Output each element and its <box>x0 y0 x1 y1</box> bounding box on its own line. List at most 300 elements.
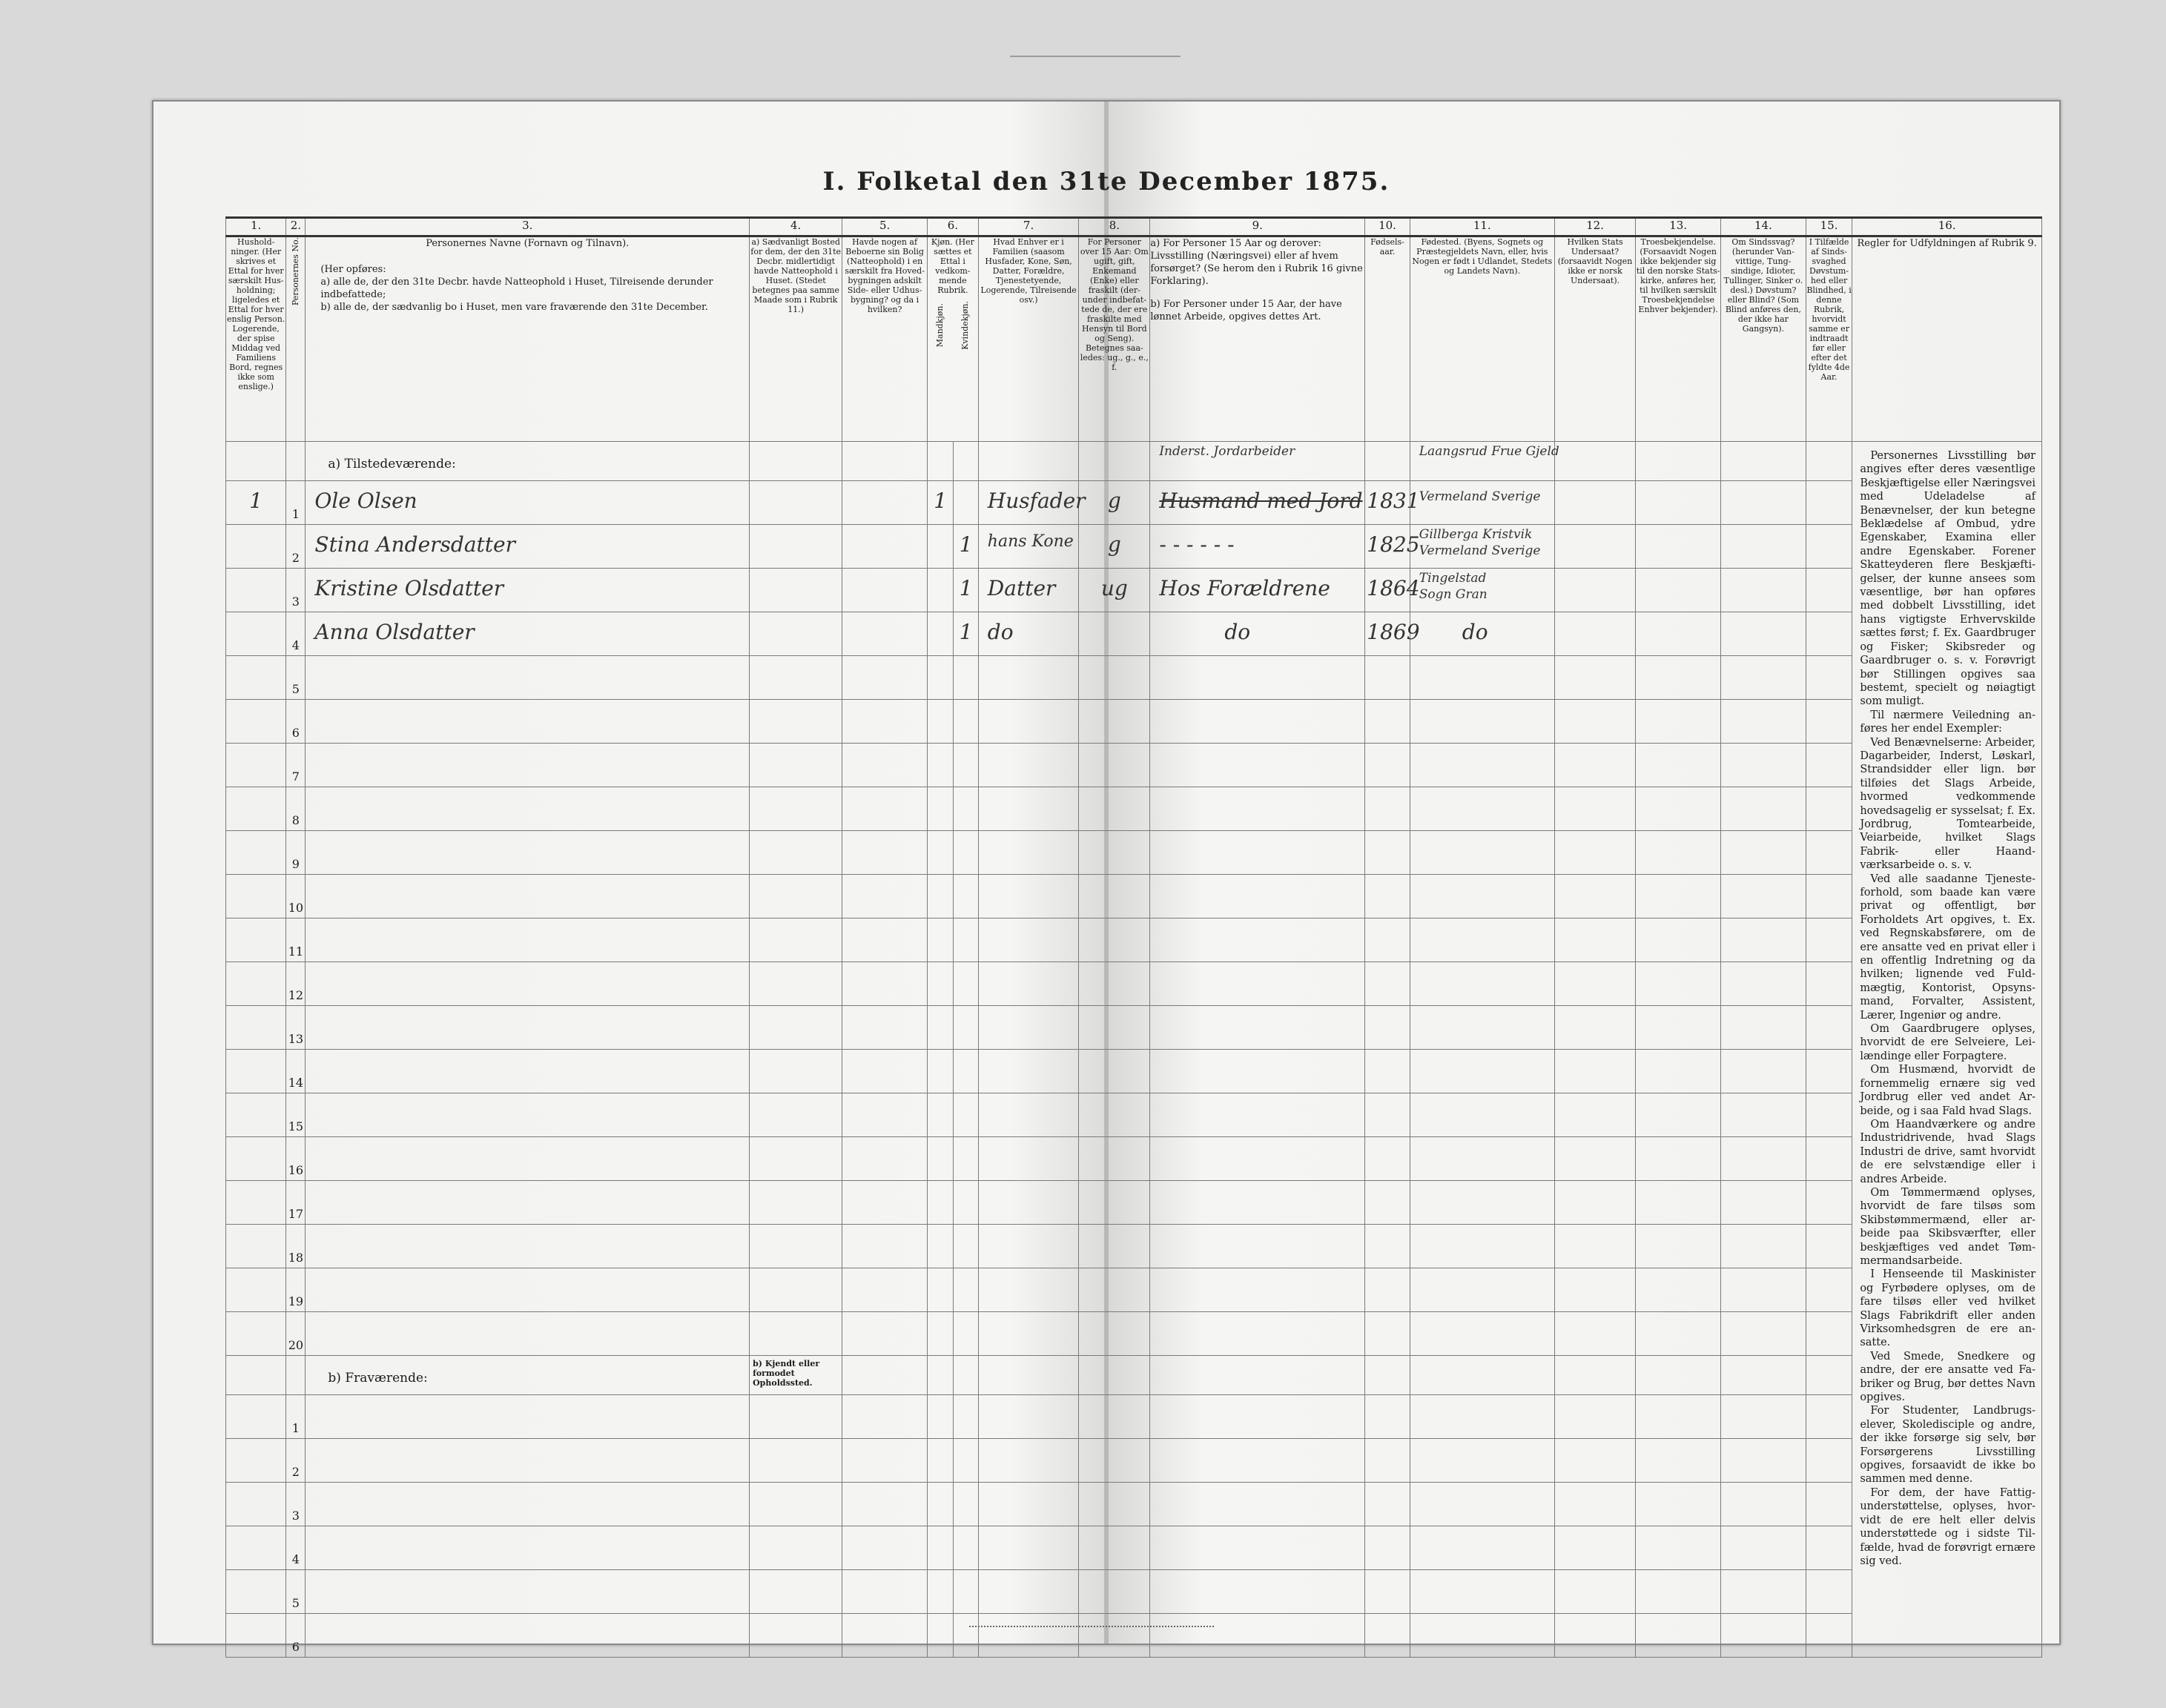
cell <box>306 1483 750 1526</box>
cell <box>1806 1312 1852 1356</box>
colnum-15: 15. <box>1806 218 1852 236</box>
family-cell <box>978 569 1079 612</box>
sex-female: 1 <box>959 620 973 644</box>
cell <box>750 656 842 700</box>
cell <box>954 1225 978 1268</box>
sex-male <box>928 525 953 532</box>
header-usual-residence: a) Sædvanligt Bosted for dem, der den 31te Decbr. midlertidigt havde Natteophold i Huset. (Stedet betegnes paa samme Maade som i Rubrik 11.) <box>750 236 842 442</box>
household-count: 1 <box>249 489 263 513</box>
colnum-5: 5. <box>842 218 928 236</box>
cell <box>1554 1006 1636 1050</box>
family-role: hans Kone <box>987 532 1074 551</box>
cell <box>750 1570 842 1614</box>
cell <box>1150 656 1365 700</box>
cell <box>1721 442 1806 481</box>
table-row <box>226 700 2042 744</box>
cell <box>226 744 286 787</box>
cell <box>1079 875 1150 918</box>
cell <box>1554 1137 1636 1181</box>
cell <box>954 1006 978 1050</box>
occupation-cell <box>1150 481 1365 525</box>
cell <box>1365 1356 1410 1395</box>
rules-paragraph: Om Haandværkere og andre Industridrivende, hvad Slags Industri de drive, samt hvorvidt de ere selvstændige eller i andres Arbeide. <box>1860 1118 2035 1185</box>
cell <box>842 1181 928 1225</box>
cell <box>1365 918 1410 962</box>
cell <box>226 1439 286 1483</box>
birth-year: 1864 <box>1367 576 1420 600</box>
header-citizenship: Hvilken Stats Undersaat? (forsaavidt Nogen ikke er norsk Undersaat). <box>1554 236 1636 442</box>
cell <box>1410 1356 1554 1395</box>
cell <box>1365 1137 1410 1181</box>
cell <box>1806 612 1852 656</box>
cell <box>1721 569 1806 612</box>
colnum-14: 14. <box>1721 218 1806 236</box>
colnum-9: 9. <box>1150 218 1365 236</box>
sex-m-cell <box>927 525 953 569</box>
cell <box>1365 787 1410 831</box>
cell <box>750 1137 842 1181</box>
cell <box>286 1356 306 1395</box>
family-role: do <box>987 620 1014 644</box>
row-number: 3 <box>286 569 306 612</box>
cell <box>1365 1614 1410 1658</box>
section-present-cell <box>306 442 750 481</box>
cell <box>1806 442 1852 481</box>
cell <box>306 1268 750 1312</box>
person-name: Stina Andersdatter <box>314 532 515 557</box>
cell <box>1079 1395 1150 1439</box>
cell <box>1079 1570 1150 1614</box>
occupation-cell <box>1150 612 1365 656</box>
cell <box>1554 700 1636 744</box>
cell <box>750 962 842 1006</box>
cell <box>927 656 953 700</box>
table-row <box>226 1006 2042 1050</box>
cell <box>842 525 928 569</box>
cell <box>1079 1483 1150 1526</box>
cell <box>1721 1395 1806 1439</box>
table-row <box>226 525 2042 569</box>
cell <box>1806 1570 1852 1614</box>
table-row <box>226 831 2042 875</box>
marital-cell <box>1079 481 1150 525</box>
cell <box>306 1570 750 1614</box>
name-cell <box>306 612 750 656</box>
cell <box>842 875 928 918</box>
cell <box>1365 1570 1410 1614</box>
cell <box>842 1137 928 1181</box>
household-cell <box>226 612 286 656</box>
cell <box>1150 442 1365 481</box>
cell <box>927 918 953 962</box>
table-row <box>226 1570 2042 1614</box>
cell <box>1806 656 1852 700</box>
cell <box>954 918 978 962</box>
cell <box>1150 1439 1365 1483</box>
cell <box>1365 1483 1410 1526</box>
row-number: 6 <box>286 1614 306 1658</box>
cell <box>1721 875 1806 918</box>
cell <box>1636 1312 1721 1356</box>
cell <box>927 831 953 875</box>
cell <box>1806 1614 1852 1658</box>
cell <box>842 656 928 700</box>
rules-paragraph: Ved Smede, Snedkere og andre, der ere ansatte ved Fabriker og Brug, bør dettes Navn opgives. <box>1860 1350 2035 1404</box>
cell <box>1636 481 1721 525</box>
cell <box>1554 569 1636 612</box>
cell <box>750 1050 842 1093</box>
table-row <box>226 1526 2042 1570</box>
cell <box>954 442 978 481</box>
row-number: 2 <box>286 525 306 569</box>
cell <box>1721 1137 1806 1181</box>
cell <box>842 744 928 787</box>
cell <box>750 918 842 962</box>
cell <box>1554 1439 1636 1483</box>
colnum-11: 11. <box>1410 218 1554 236</box>
cell <box>1150 700 1365 744</box>
cell <box>927 1050 953 1093</box>
cell <box>750 744 842 787</box>
sex-k-cell <box>954 569 978 612</box>
cell <box>1636 875 1721 918</box>
header-religion: Troesbekjendelse. (Forsaavidt Nogen ikke bekjender sig til den norske Statskirke, anføres her, til hvilken særskilt Troesbekjendelse Enhver bekjender). <box>1636 236 1721 442</box>
colnum-12: 12. <box>1554 218 1636 236</box>
rules-paragraph: Om Gaardbrugere oplyses, hvorvidt de ere Selveiere, Leilændinge eller Forpagtere. <box>1860 1023 2035 1062</box>
cell <box>1636 656 1721 700</box>
colnum-13: 13. <box>1636 218 1721 236</box>
cell <box>927 1614 953 1658</box>
cell <box>954 744 978 787</box>
occupation: - - - - - - <box>1159 532 1235 557</box>
cell <box>1410 1526 1554 1570</box>
cell <box>1806 918 1852 962</box>
cell <box>750 442 842 481</box>
cell <box>306 1093 750 1137</box>
cell <box>1636 744 1721 787</box>
cell <box>1721 918 1806 962</box>
cell <box>306 1614 750 1658</box>
table-row <box>226 612 2042 656</box>
cell <box>954 875 978 918</box>
absent-note-cell <box>750 1356 842 1395</box>
cell <box>750 1181 842 1225</box>
birthplace-note: Gillberga Kristvik <box>1419 527 1533 542</box>
cell <box>1079 787 1150 831</box>
household-count <box>226 569 285 576</box>
cell <box>927 875 953 918</box>
cell <box>1410 1181 1554 1225</box>
marital-status: g <box>1107 532 1121 557</box>
cell <box>1721 1526 1806 1570</box>
header-occupation-a: a) For Personer 15 Aar og derover: Livsstilling (Næringsvei) eller af hvem forsørget? (Se herom den i Rubrik 16 givne Forklaring). <box>1150 238 1363 287</box>
cell <box>306 1006 750 1050</box>
cell <box>1806 525 1852 569</box>
cell <box>1721 1570 1806 1614</box>
header-names <box>306 236 750 442</box>
rules-paragraph: Om Husmænd, hvorvidt de fornemmelig ernære sig ved Jordbrug eller ved andet Arbeide, og i saa Fald hvad Slags. <box>1860 1064 2035 1117</box>
section-absent-row <box>226 1356 2042 1395</box>
cell <box>1150 1050 1365 1093</box>
cell <box>1150 1137 1365 1181</box>
row-number: 13 <box>286 1006 306 1050</box>
cell <box>1410 1312 1554 1356</box>
header-disability: Om Sindssvag? (herunder Vanvittige, Tungsindige, Idioter, Tullinger, Sinker o. desl.) Døvstum? eller Blind? (Som Blind anføres den, der ikke har Gangsyn). <box>1721 236 1806 442</box>
sex-female: 1 <box>959 576 973 600</box>
cell <box>1806 831 1852 875</box>
rules-paragraph: Ved Benævnelserne: Arbeider, Dagarbeider, Inderst, Løskarl, Strandsidder eller lign. bør tilføies det Slags Arbeide, hvormed vedkommende hovedsagelig er sysselsat; f. Ex. Jordbrug, Tomtearbeide, Veiarbeide, hvilket Slags Fabrik- eller Haandværksarbeide o. s. v. <box>1860 736 2035 872</box>
household-cell <box>226 481 286 525</box>
cell <box>1410 831 1554 875</box>
cell <box>1554 1395 1636 1439</box>
cell <box>1150 962 1365 1006</box>
cell <box>1150 1268 1365 1312</box>
name-cell <box>306 569 750 612</box>
cell <box>842 1356 928 1395</box>
cell <box>1806 1181 1852 1225</box>
cell <box>1365 1395 1410 1439</box>
cell <box>1079 442 1150 481</box>
cell <box>226 962 286 1006</box>
cell <box>954 656 978 700</box>
row-number: 11 <box>286 918 306 962</box>
cell <box>842 569 928 612</box>
cell <box>1806 1093 1852 1137</box>
rules-paragraph: Ved alle saadanne Tjenesteforhold, som baade kan være privat og offentligt, bør Forholdets Art opgives, t. Ex. ved Regnskabsførere, om de ere ansatte ved en privat eller i en offentlig Indretning og da hvilken; lignende ved Fuldmægtig, Kontorist, Opsynsmand, Forvalter, Assistent, Lærer, Ingeniør og andre. <box>1860 873 2035 1022</box>
cell <box>1721 831 1806 875</box>
cell <box>286 442 306 481</box>
cell <box>1636 918 1721 962</box>
table-row <box>226 1268 2042 1312</box>
cell <box>226 442 286 481</box>
sex-male <box>928 569 953 576</box>
cell <box>1721 787 1806 831</box>
family-cell <box>978 525 1079 569</box>
cell <box>954 1395 978 1439</box>
cell <box>842 962 928 1006</box>
row-number: 14 <box>286 1050 306 1093</box>
cell <box>842 1050 928 1093</box>
cell <box>978 442 1079 481</box>
cell <box>1410 1225 1554 1268</box>
cell <box>954 787 978 831</box>
family-cell <box>978 612 1079 656</box>
cell <box>842 1614 928 1658</box>
cell <box>1636 1268 1721 1312</box>
cell <box>978 744 1079 787</box>
cell <box>1806 744 1852 787</box>
cell <box>306 787 750 831</box>
cell <box>978 1526 1079 1570</box>
colnum-6: 6. <box>927 218 978 236</box>
cell <box>1365 656 1410 700</box>
cell <box>1806 1268 1852 1312</box>
cell <box>1806 1483 1852 1526</box>
header-names-sub: (Her opføres: <box>320 264 386 275</box>
cell <box>750 569 842 612</box>
cell <box>1721 1614 1806 1658</box>
header-sex-male: Mandkjøn. <box>935 303 945 348</box>
birthplace: do <box>1462 620 1488 644</box>
cell <box>1636 569 1721 612</box>
header-households: Husholdninger. (Her skrives et Ettal for hver særskilt Husholdning; ligeledes et Ettal for hver enslig Person. Logerende, der spise Middag ved Familiens Bord, regnes ikke som enslige.) <box>226 236 286 442</box>
cell <box>226 1356 286 1395</box>
cell <box>306 700 750 744</box>
cell <box>1636 1006 1721 1050</box>
header-occupation <box>1150 236 1365 442</box>
cell <box>1554 1614 1636 1658</box>
cell <box>1365 1093 1410 1137</box>
cell <box>1721 656 1806 700</box>
cell <box>842 442 928 481</box>
cell <box>1365 1312 1410 1356</box>
cell <box>1150 1225 1365 1268</box>
cell <box>1079 1439 1150 1483</box>
cell <box>1079 656 1150 700</box>
cell <box>750 1614 842 1658</box>
cell <box>978 700 1079 744</box>
table-row <box>226 569 2042 612</box>
cell <box>927 1439 953 1483</box>
cell <box>226 1137 286 1181</box>
cell <box>750 1483 842 1526</box>
cell <box>978 1268 1079 1312</box>
header-sex-title: Kjøn. (Her sættes et Ettal i vedkommende Rubrik. <box>931 237 974 295</box>
cell <box>1079 1268 1150 1312</box>
cell <box>927 1395 953 1439</box>
cell <box>954 962 978 1006</box>
sex-male: 1 <box>934 489 948 513</box>
cell <box>1721 1006 1806 1050</box>
cell <box>1636 1570 1721 1614</box>
cell <box>1636 1614 1721 1658</box>
household-count <box>226 525 285 532</box>
sex-k-cell <box>954 525 978 569</box>
cell <box>842 831 928 875</box>
person-name: Ole Olsen <box>314 489 417 513</box>
cell <box>1410 918 1554 962</box>
cell <box>306 1395 750 1439</box>
cell <box>306 962 750 1006</box>
cell <box>1150 1570 1365 1614</box>
rules-paragraph: For Studenter, Landbrugselever, Skoledisciple og andre, der ikke forsørge sig selv, bør Forsørgerens Livsstilling opgives, forsaavidt de ikke bo sammen med denne. <box>1860 1405 2035 1486</box>
sex-male <box>928 612 953 620</box>
sex-female: 1 <box>959 532 973 557</box>
cell <box>1721 744 1806 787</box>
row-number: 10 <box>286 875 306 918</box>
cell <box>842 1006 928 1050</box>
colnum-4: 4. <box>750 218 842 236</box>
birthplace-cell <box>1410 569 1554 612</box>
cell <box>1636 1093 1721 1137</box>
cell <box>1721 1356 1806 1395</box>
cell <box>1150 1312 1365 1356</box>
cell <box>226 1483 286 1526</box>
cell <box>1806 1006 1852 1050</box>
family-role: Datter <box>987 576 1056 600</box>
cell <box>1365 1050 1410 1093</box>
cell <box>927 1093 953 1137</box>
cell <box>1554 831 1636 875</box>
household-cell <box>226 569 286 612</box>
cell <box>1721 1093 1806 1137</box>
row-number: 8 <box>286 787 306 831</box>
cell <box>1636 1137 1721 1181</box>
cell <box>1079 1093 1150 1137</box>
header-disability-onset: I Tilfælde af Sindssvaghed Døvstumhed eller Blindhed, i denne Rubrik, hvorvidt samme er indtraadt før eller efter det fyldte 4de Aar. <box>1806 236 1852 442</box>
marital-cell <box>1079 569 1150 612</box>
cell <box>927 1356 953 1395</box>
marital-cell <box>1079 612 1150 656</box>
rules-paragraph: Personernes Livsstilling bør angives efter deres væsentlige Beskjæftigelse eller Næringsvei med Udeladelse af Benævnelser, der kun betegne Beklædelse af Ombud, ydre Egenskaber, Examina eller andre Egenskaber. Forener Skatteyderen flere Beskjæftigelser, der kunne ansees som væsentlige, bør han opføres med dobbelt Livsstilling, idet hans vigtigste Erhvervskilde sættes først; f. Ex. Gaardbruger og Fisker; Skibsreder og Gaardbruger o. s. v. Forøvrigt bør Stillingen opgives saa bestemt, specielt og nøiagtigt som muligt. <box>1860 450 2035 708</box>
row-number: 20 <box>286 1312 306 1356</box>
cell <box>1410 1483 1554 1526</box>
row-number: 4 <box>286 1526 306 1570</box>
cell <box>1410 656 1554 700</box>
cell <box>226 875 286 918</box>
colnum-1: 1. <box>226 218 286 236</box>
row-number: 1 <box>286 481 306 525</box>
colnum-8: 8. <box>1079 218 1150 236</box>
cell <box>978 1439 1079 1483</box>
cell <box>1079 1181 1150 1225</box>
cell <box>226 1006 286 1050</box>
cell <box>954 1268 978 1312</box>
cell <box>927 700 953 744</box>
birthplace: Vermeland Sverige <box>1419 489 1541 504</box>
cell <box>954 1526 978 1570</box>
cell <box>1636 1181 1721 1225</box>
cell <box>226 831 286 875</box>
footer-scribble <box>969 1615 1214 1627</box>
cell <box>1806 1356 1852 1395</box>
cell <box>1365 962 1410 1006</box>
cell <box>1079 1225 1150 1268</box>
cell <box>1079 744 1150 787</box>
rules-paragraph: For dem, der have Fattigunderstøttelse, oplyses, hvorvidt de ere helt eller delvis understøttede og i sidste Tilfælde, hvad de forøvrigt ernære sig ved. <box>1860 1486 2035 1567</box>
row-number: 6 <box>286 700 306 744</box>
cell <box>1636 831 1721 875</box>
cell <box>1554 962 1636 1006</box>
cell <box>927 1006 953 1050</box>
row-number: 9 <box>286 831 306 875</box>
cell <box>226 700 286 744</box>
cell <box>1410 1050 1554 1093</box>
birthplace-note-0: Laangsrud Frue Gjeld <box>1419 444 1559 459</box>
cell <box>842 1268 928 1312</box>
sex-m-cell <box>927 569 953 612</box>
cell <box>978 1181 1079 1225</box>
header-family-role: Hvad Enhver er i Familien (saasom Husfader, Kone, Søn, Datter, Forældre, Tjenestetyende, Logerende, Tilreisende osv.) <box>978 236 1079 442</box>
cell <box>978 1050 1079 1093</box>
table-row <box>226 1050 2042 1093</box>
marital-status: ug <box>1100 576 1128 600</box>
table-row <box>226 1395 2042 1439</box>
cell <box>306 744 750 787</box>
birth-year: 1869 <box>1367 620 1420 644</box>
row-number: 3 <box>286 1483 306 1526</box>
table-row <box>226 787 2042 831</box>
cell <box>842 1483 928 1526</box>
cell <box>1079 1312 1150 1356</box>
colnum-3: 3. <box>306 218 750 236</box>
cell <box>1150 875 1365 918</box>
cell <box>1554 481 1636 525</box>
name-cell <box>306 525 750 569</box>
cell <box>1410 787 1554 831</box>
cell <box>1636 787 1721 831</box>
header-sex-female: Kvindekjøn. <box>960 301 971 350</box>
